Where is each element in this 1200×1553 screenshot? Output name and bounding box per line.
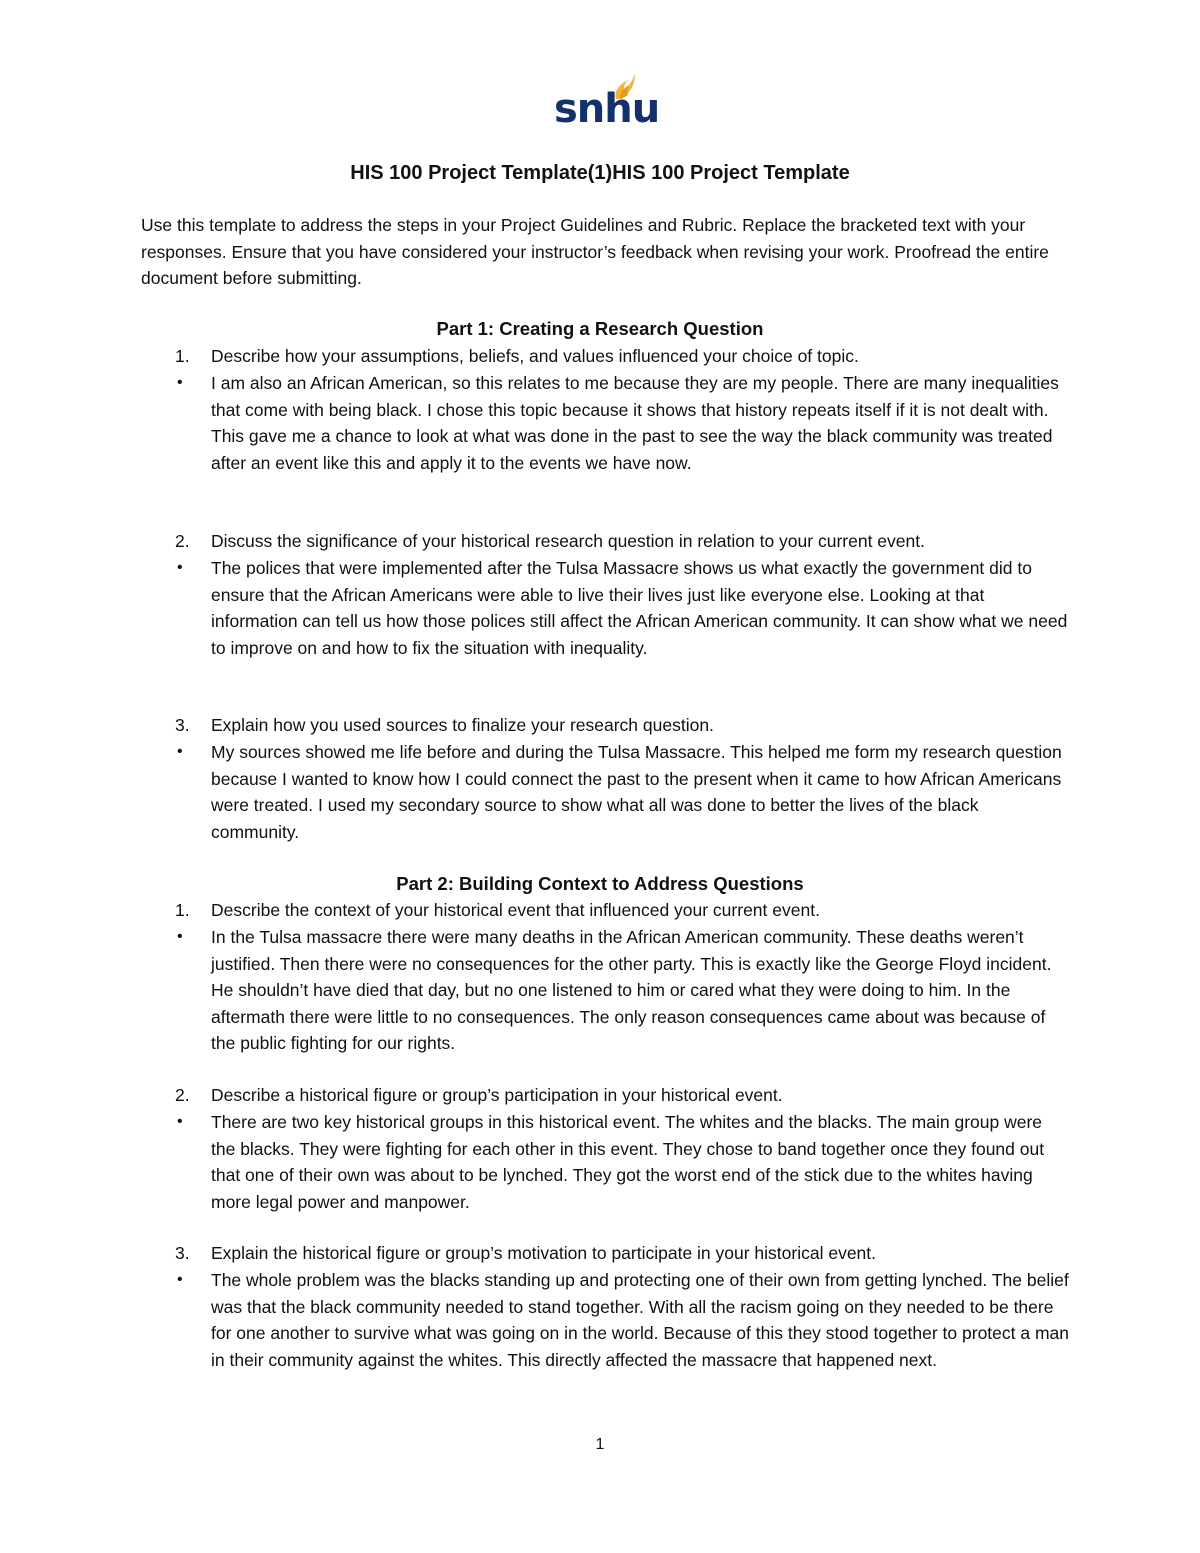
question-prompt: Discuss the significance of your historical research question in relation to your current event. bbox=[211, 531, 925, 551]
answer-text: My sources showed me life before and during the Tulsa Massacre. This helped me form my research question because I wanted to know how I could connect the past to the present when it came to how African Americans were treated. I used my secondary source to show what all was done to better the lives of the black community. bbox=[211, 742, 1062, 842]
bullet-icon: • bbox=[177, 1271, 183, 1288]
question-prompt: Describe the context of your historical event that influenced your current event. bbox=[211, 900, 820, 920]
question-number: 3. bbox=[175, 715, 190, 735]
question-number: 1. bbox=[175, 346, 190, 366]
question-number: 1. bbox=[175, 900, 190, 920]
question-number: 2. bbox=[175, 531, 190, 551]
bullet-icon: • bbox=[177, 559, 183, 576]
part2-heading: Part 2: Building Context to Address Questions bbox=[396, 873, 804, 894]
question-prompt: Explain the historical figure or group’s motivation to participate in your historical event. bbox=[211, 1243, 877, 1263]
answer-text: I am also an African American, so this relates to me because they are my people. There are many inequalities that come with being black. I chose this topic because it shows that history repeats itself if it is not dealt with. This gave me a chance to look at what was done in the past to see the way the black community was treated after an event like this and apply it to the events we have now. bbox=[211, 373, 1059, 473]
bullet-icon: • bbox=[177, 1113, 183, 1130]
answer-text: The whole problem was the blacks standing up and protecting one of their own from getting lynched. The belief was that the black community needed to stand together. With all the racism going on they needed to be there for one another to survive what was going on in the world. Because of this they stood together to protect a man in their community against the whites. This directly affected the massacre that happened next. bbox=[211, 1270, 1070, 1370]
snhu-logo bbox=[554, 72, 660, 134]
part1-heading: Part 1: Creating a Research Question bbox=[436, 318, 764, 339]
answer-text: There are two key historical groups in this historical event. The whites and the blacks. The main group were the blacks. They were fighting for each other in this event. They chose to band together once they found out that one of their own was about to be lynched. They got the worst end of the stick due to the whites having more legal power and manpower. bbox=[211, 1112, 1045, 1212]
question-number: 2. bbox=[175, 1085, 190, 1105]
document-title: HIS 100 Project Template(1)HIS 100 Project Template bbox=[350, 162, 850, 184]
bullet-icon: • bbox=[177, 928, 183, 945]
logo-text: snhu bbox=[554, 86, 660, 132]
question-prompt: Explain how you used sources to finalize your research question. bbox=[211, 715, 714, 735]
question-prompt: Describe how your assumptions, beliefs, and values influenced your choice of topic. bbox=[211, 346, 859, 366]
answer-text: In the Tulsa massacre there were many deaths in the African American community. These deaths weren’t justified. Then there were no consequences for the other party. This is exactly like the George Floyd incident. He shouldn’t have died that day, but no one listened to him or cared what they were doing to him. In the aftermath there were little to no consequences. The only reason consequences came about was because of the public fighting for our rights. bbox=[211, 927, 1052, 1053]
question-prompt: Describe a historical figure or group’s participation in your historical event. bbox=[211, 1085, 783, 1105]
intro-paragraph: Use this template to address the steps in your Project Guidelines and Rubric. Replace the bracketed text with your responses. Ensure that you have considered your instructor’s feedback when revising your work. Proofread the entire document before submitting. bbox=[141, 215, 1049, 288]
bullet-icon: • bbox=[177, 374, 183, 391]
answer-text: The polices that were implemented after the Tulsa Massacre shows us what exactly the government did to ensure that the African Americans were able to live their lives just like everyone else. Looking at that information can tell us how those polices still affect the African American community. It can show what we need to improve on and how to fix the situation with inequality. bbox=[211, 558, 1068, 658]
bullet-icon: • bbox=[177, 743, 183, 760]
page-number: 1 bbox=[595, 1436, 605, 1453]
question-number: 3. bbox=[175, 1243, 190, 1263]
